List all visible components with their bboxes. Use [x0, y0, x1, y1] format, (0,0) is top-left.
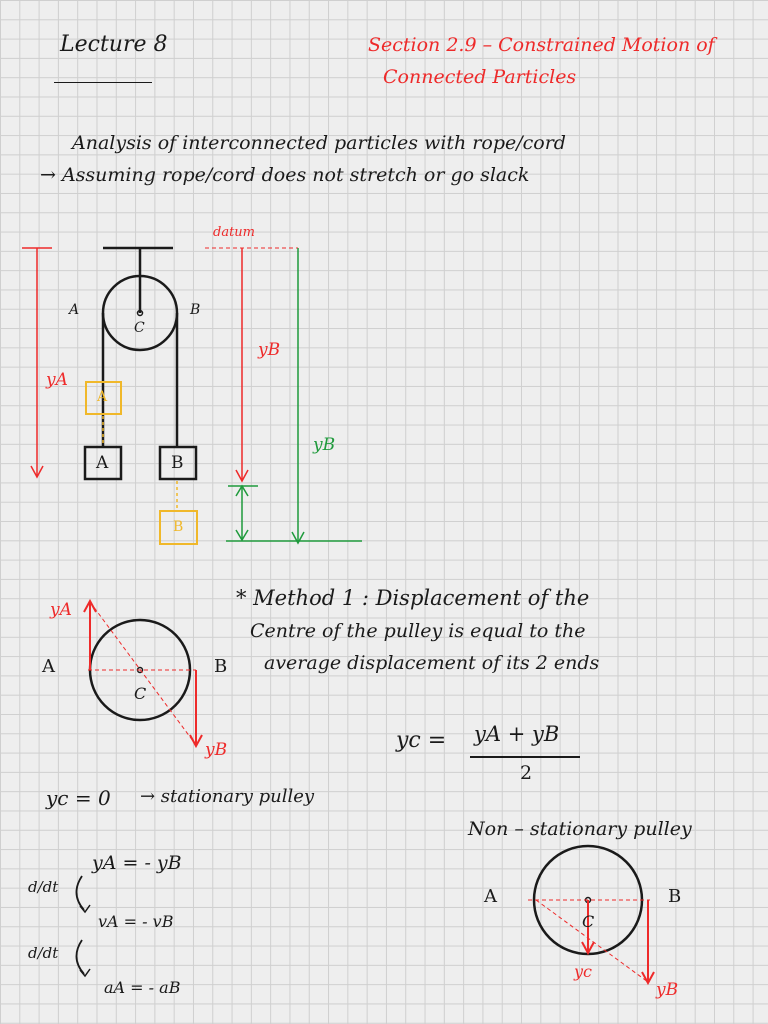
formula-lhs: yc = [396, 728, 447, 753]
intro-line1: Analysis of interconnected particles with rope/cord [72, 132, 566, 154]
nonstationary-yb-label: yB [656, 980, 679, 1000]
ya-label: yA [46, 370, 68, 390]
formula-numerator: yA + yB [474, 722, 560, 746]
block-a-label: A [96, 453, 109, 473]
yc-zero: yc = 0 [46, 786, 111, 810]
stationary-pulley-text: → stationary pulley [140, 786, 315, 807]
method-line1: * Method 1 : Displacement of the [236, 586, 590, 610]
eq-aa-ab: aA = - aB [104, 978, 181, 997]
derivative-arrows [70, 870, 110, 980]
method-line2: Centre of the pulley is equal to the [250, 620, 586, 642]
method-c-label: C [134, 684, 147, 703]
pulley-diagram [0, 220, 380, 560]
eq-va-vb: vA = - vB [98, 912, 174, 931]
yb-red-label: yB [258, 340, 281, 360]
section-title-line1: Section 2.9 – Constrained Motion of [368, 34, 715, 56]
nonstationary-b-label: B [668, 886, 682, 907]
method-b-label: B [214, 656, 228, 677]
nonstationary-c-label: C [582, 912, 595, 931]
formula-denominator: 2 [520, 762, 533, 784]
block-b-label: B [171, 453, 184, 473]
datum-label: datum [213, 225, 255, 240]
center-c-label: C [134, 320, 145, 336]
point-a-label: A [69, 302, 80, 318]
lecture-title: Lecture 8 [60, 32, 168, 57]
ghost-b-label: B [173, 519, 184, 535]
yb-green-label: yB [313, 435, 336, 455]
intro-line2: → Assuming rope/cord does not stretch or go slack [40, 164, 530, 186]
nonstationary-yc-label: yc [574, 962, 592, 981]
lecture-underline [54, 82, 152, 83]
method-pulley-diagram [60, 590, 250, 765]
section-title-line2: Connected Particles [383, 66, 577, 88]
d-dt-1: d/dt [28, 878, 59, 896]
d-dt-2: d/dt [28, 944, 59, 962]
method-diagonal-line [90, 602, 196, 745]
method-ya-label: yA [50, 600, 72, 620]
method-line3: average displacement of its 2 ends [264, 652, 600, 674]
ghost-a-label: A [97, 389, 108, 405]
eq-ya-yb: yA = - yB [92, 852, 182, 874]
formula-fraction-bar [470, 756, 580, 758]
derivative-arrow-1 [76, 876, 84, 910]
method-a-label: A [42, 656, 55, 677]
method-yb-label: yB [205, 740, 228, 760]
nonstationary-a-label: A [484, 886, 497, 907]
nonstationary-title: Non – stationary pulley [468, 818, 692, 840]
point-b-label: B [190, 302, 201, 318]
derivative-arrow-2 [76, 940, 84, 974]
